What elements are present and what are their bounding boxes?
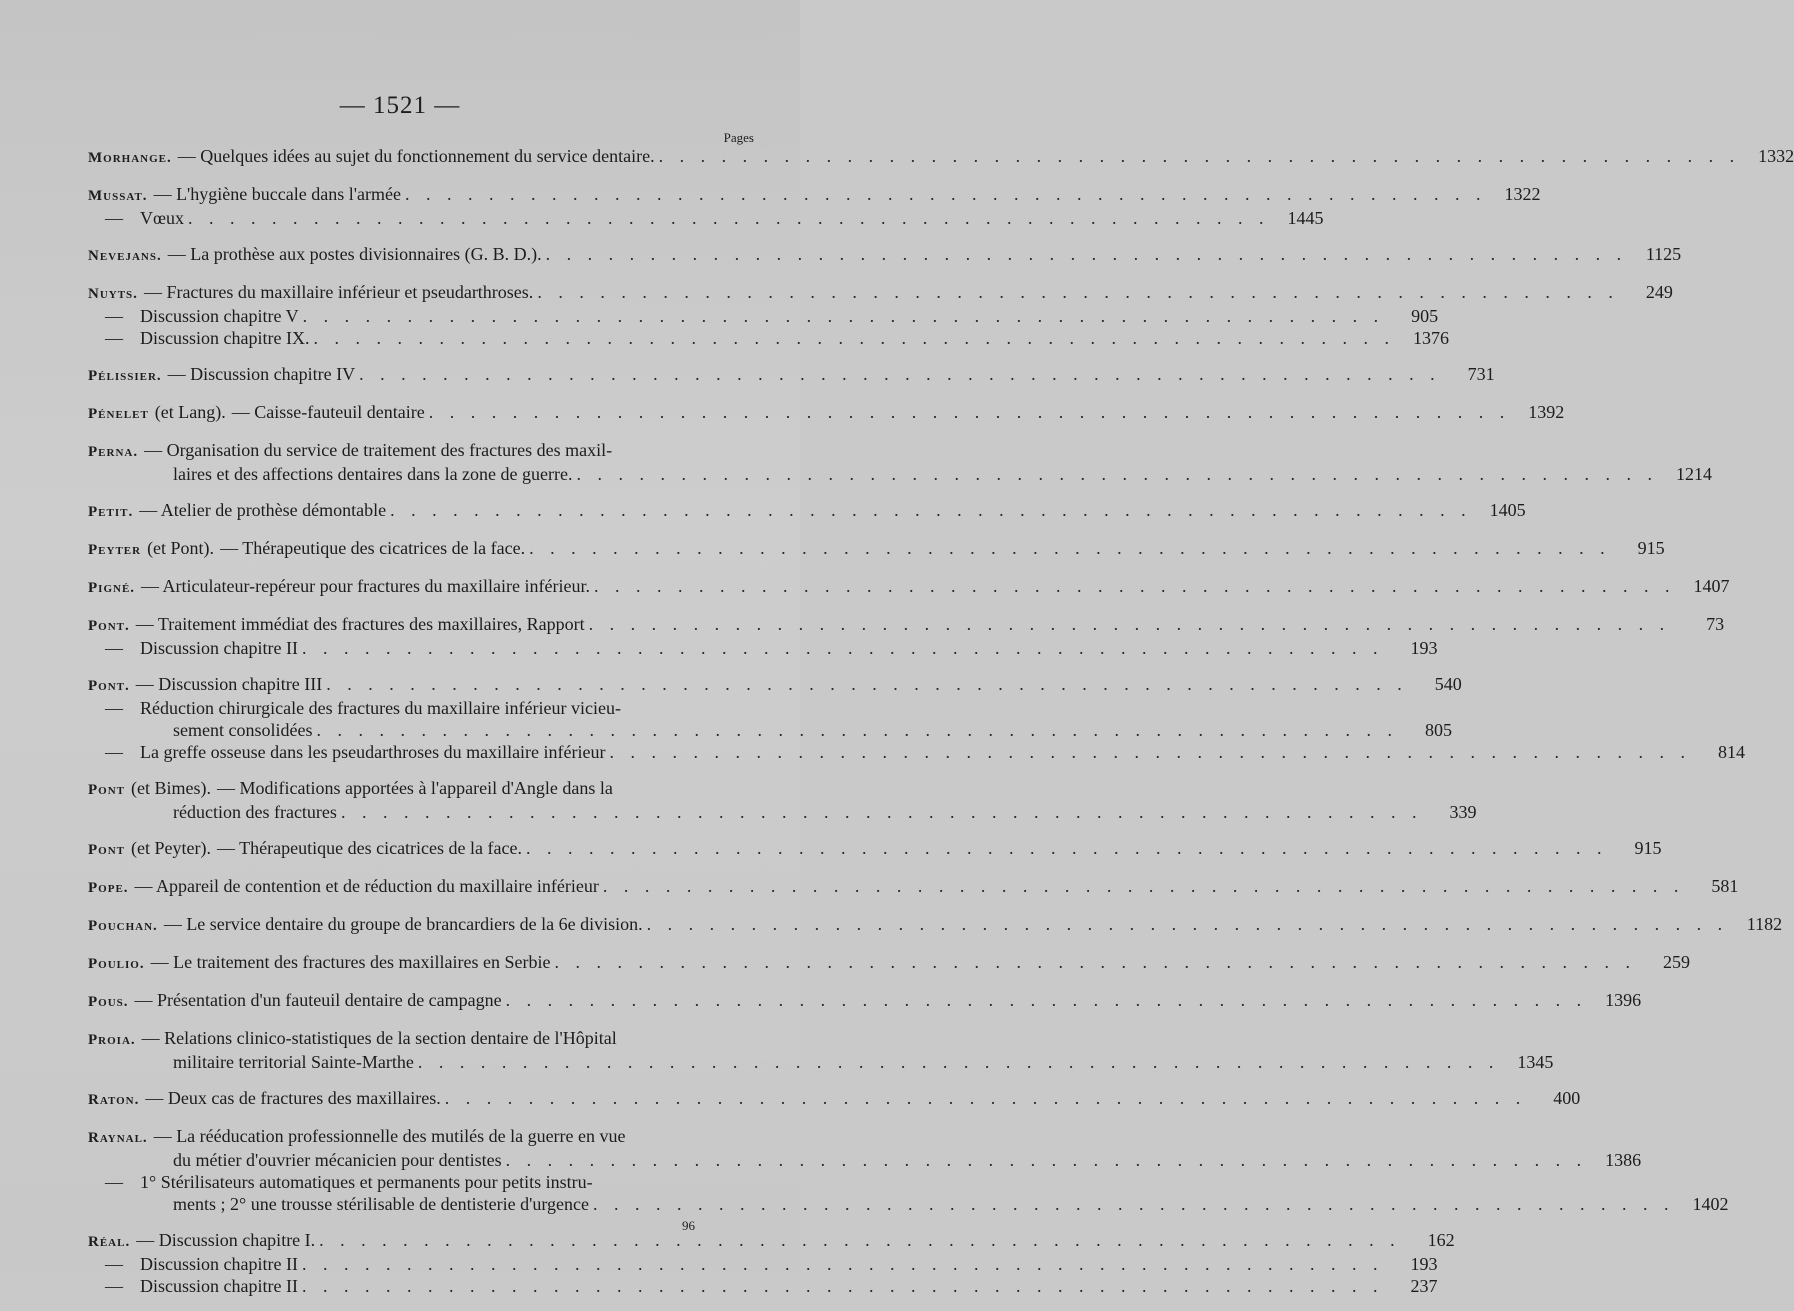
entry-title: — Discussion chapitre III: [135, 674, 323, 694]
page-number: 915: [1637, 538, 1665, 558]
entry-line: [88, 875, 1739, 899]
author-name: Pont: [88, 842, 125, 858]
author-name: Pont.: [88, 678, 130, 694]
entry-line: [88, 673, 1462, 697]
page-number: 1405: [1489, 500, 1526, 520]
page-number: 193: [1410, 1254, 1438, 1274]
author-name: Poulio.: [88, 956, 145, 972]
index-entry: [88, 537, 1665, 561]
leader-dots: . . . . . . . . . . . . . . . . . . . . . . . . . . . . . . . . . . . . . . . . . . . . . . . . . . . .: [313, 328, 1395, 348]
entry-line: [88, 1051, 1554, 1073]
page-number: 1214: [1676, 464, 1712, 484]
leader-dots: . . . . . . . . . . . . . . . . . . . . . . . . . . . . . . . . . . . . . . . . . . . . . . . . . . . .: [554, 952, 1636, 972]
leader-dots: . . . . . . . . . . . . . . . . . . . . . . . . . . . . . . . . . . . . . . . . . . . . . . . . . . . .: [316, 720, 1398, 740]
index-entry: [88, 1125, 1729, 1215]
entry-line: [88, 837, 1662, 861]
co-author: (et Lang).: [154, 402, 226, 422]
leader-dots: . . . . . . . . . . . . . . . . . . . . . . . . . . . . . . . . . . . . . . . . . . . . . . . . . . . .: [609, 742, 1692, 762]
entry-title: Vœux: [140, 208, 184, 228]
entry-title: — Appareil de contention et de réduction du maxillaire inférieur: [134, 876, 599, 896]
leader-dots: . . . . . . . . . . . . . . . . . . . . . . . . . . . . . . . . . . . . . . . . . . . . . . . . . . . .: [593, 1194, 1675, 1214]
entry-line: [88, 327, 1449, 349]
index-entry: [88, 243, 1682, 267]
page-number: 237: [1410, 1276, 1438, 1296]
entry-line: [88, 719, 1452, 741]
entry-line: [88, 1253, 1438, 1275]
ditto-dash: —: [105, 698, 123, 718]
pages-column-label: Pages: [723, 130, 754, 145]
index-entry: [88, 613, 1725, 659]
co-author: (et Pont).: [147, 538, 215, 558]
entry-title: — Organisation du service de traitement des fractures des maxil-: [144, 440, 613, 460]
index-entry: [88, 875, 1739, 899]
page-number: 1125: [1645, 244, 1682, 264]
author-name: Morhange.: [88, 150, 172, 166]
leader-dots: . . . . . . . . . . . . . . . . . . . . . . . . . . . . . . . . . . . . . . . . . . . . . . . . . . . .: [537, 282, 1619, 302]
page-number: 540: [1434, 674, 1462, 694]
entry-title: — La rééducation professionnelle des mutilés de la guerre en vue: [153, 1126, 626, 1146]
leader-dots: . . . . . . . . . . . . . . . . . . . . . . . . . . . . . . . . . . . . . . . . . . . . . . . . . . . .: [588, 614, 1671, 634]
entry-title: Discussion chapitre IX.: [140, 328, 310, 348]
entry-title: militaire territorial Sainte-Marthe: [173, 1052, 414, 1072]
leader-dots: . . . . . . . . . . . . . . . . . . . . . . . . . . . . . . . . . . . . . . . . . . . . . . . . . . . .: [302, 306, 1385, 326]
leader-dots: . . . . . . . . . . . . . . . . . . . . . . . . . . . . . . . . . . . . . . . . . . . . . . . . . . . .: [188, 208, 1270, 228]
entry-title: — Discussion chapitre IV: [167, 364, 356, 384]
leader-dots: . . . . . . . . . . . . . . . . . . . . . . . . . . . . . . . . . . . . . . . . . . . . . . . . . . . .: [340, 802, 1423, 822]
author-name: Pigné.: [88, 580, 136, 596]
entry-title: La greffe osseuse dans les pseudarthroses du maxillaire inférieur: [140, 742, 606, 762]
index-entry: [88, 281, 1673, 349]
index-entry: [88, 837, 1662, 861]
entry-line: [88, 697, 753, 719]
page-number: 1182: [1746, 914, 1783, 934]
page-number: 1396: [1605, 990, 1642, 1010]
leader-dots: . . . . . . . . . . . . . . . . . . . . . . . . . . . . . . . . . . . . . . . . . . . . . . . . . . . .: [390, 500, 1472, 520]
entry-title: — La prothèse aux postes divisionnaires (G. B. D.).: [167, 244, 542, 264]
leader-dots: . . . . . . . . . . . . . . . . . . . . . . . . . . . . . . . . . . . . . . . . . . . . . . . . . . . .: [359, 364, 1441, 384]
ditto-dash: —: [105, 1254, 123, 1274]
page-number: 1445: [1287, 208, 1324, 228]
page-title: — 1521 —: [339, 92, 461, 119]
index-entry: [88, 1229, 1455, 1297]
leader-dots: . . . . . . . . . . . . . . . . . . . . . . . . . . . . . . . . . . . . . . . . . . . . . . . . . . . .: [428, 402, 1511, 422]
entry-line: [88, 305, 1439, 327]
author-name: Petit.: [88, 504, 134, 520]
entry-title: laires et des affections dentaires dans la zone de guerre.: [173, 464, 573, 484]
leader-dots: . . . . . . . . . . . . . . . . . . . . . . . . . . . . . . . . . . . . . . . . . . . . . . . . . . . .: [301, 638, 1384, 658]
author-name: Pouchan.: [88, 918, 158, 934]
entry-title: — Relations clinico-statistiques de la section dentaire de l'Hôpital: [141, 1028, 617, 1048]
page-number: 1392: [1528, 402, 1565, 422]
entry-line: [88, 741, 1746, 763]
leader-dots: . . . . . . . . . . . . . . . . . . . . . . . . . . . . . . . . . . . . . . . . . . . . . . . . . . . .: [301, 1276, 1384, 1296]
index-entry: [88, 145, 1794, 169]
author-name: Pope.: [88, 880, 129, 896]
author-name: Pont: [88, 782, 125, 798]
page-number: 1345: [1517, 1052, 1554, 1072]
leader-dots: . . . . . . . . . . . . . . . . . . . . . . . . . . . . . . . . . . . . . . . . . . . . . . . . . . . .: [505, 990, 1588, 1010]
entry-line: [88, 1087, 1581, 1111]
author-name: Perna.: [88, 444, 139, 460]
page-number: 1386: [1605, 1150, 1642, 1170]
entry-line: [88, 1027, 753, 1051]
author-name: Réal.: [88, 1234, 131, 1250]
index-entry: [88, 499, 1526, 523]
entry-line: [88, 777, 753, 801]
entry-line: [88, 145, 1794, 169]
ditto-dash: —: [105, 328, 123, 348]
leader-dots: . . . . . . . . . . . . . . . . . . . . . . . . . . . . . . . . . . . . . . . . . . . . . . . . . . . .: [529, 538, 1611, 558]
author-name: Nuyts.: [88, 286, 138, 302]
entry-title: — Le traitement des fractures des maxillaires en Serbie: [150, 952, 551, 972]
author-name: Mussat.: [88, 188, 148, 204]
entry-title: — Discussion chapitre I.: [136, 1230, 316, 1250]
ditto-dash: —: [105, 306, 123, 326]
page-number: 905: [1411, 306, 1439, 326]
entry-line: [88, 801, 1477, 823]
entry-line: [88, 499, 1526, 523]
page-number: 193: [1410, 638, 1438, 658]
entry-line: [88, 1275, 1438, 1297]
index-entry: [88, 363, 1495, 387]
page-number: 805: [1424, 720, 1452, 740]
entry-title: — Atelier de prothèse démontable: [139, 500, 387, 520]
leader-dots: . . . . . . . . . . . . . . . . . . . . . . . . . . . . . . . . . . . . . . . . . . . . . . . . . . . .: [593, 576, 1676, 596]
entry-line: [88, 207, 1324, 229]
page-number: 1402: [1692, 1194, 1729, 1214]
entry-line: [88, 439, 753, 463]
ditto-dash: —: [105, 1172, 123, 1192]
leader-dots: . . . . . . . . . . . . . . . . . . . . . . . . . . . . . . . . . . . . . . . . . . . . . . . . . . . .: [646, 914, 1729, 934]
entry-title: Discussion chapitre II: [140, 1276, 298, 1296]
author-name: Pélissier.: [88, 368, 162, 384]
author-name: Pont.: [88, 618, 130, 634]
entry-line: [88, 913, 1783, 937]
index-entry: [88, 1087, 1581, 1111]
author-name: Nevejans.: [88, 248, 162, 264]
entry-line: [88, 1125, 753, 1149]
entry-line: [88, 575, 1730, 599]
entry-title: du métier d'ouvrier mécanicien pour dentistes: [173, 1150, 502, 1170]
page-number: 1407: [1693, 576, 1730, 596]
entry-line: [88, 183, 1541, 207]
leader-dots: . . . . . . . . . . . . . . . . . . . . . . . . . . . . . . . . . . . . . . . . . . . . . . . . . . . .: [326, 674, 1408, 694]
ditto-dash: —: [105, 742, 123, 762]
index-entry: [88, 439, 1712, 485]
entry-title: — Présentation d'un fauteuil dentaire de campagne: [134, 990, 502, 1010]
page-number: 731: [1467, 364, 1495, 384]
page-number: 915: [1634, 838, 1662, 858]
entry-line: [88, 401, 1565, 425]
leader-dots: . . . . . . . . . . . . . . . . . . . . . . . . . . . . . . . . . . . . . . . . . . . . . . . . . . . .: [545, 244, 1628, 264]
index-entry: [88, 1027, 1554, 1073]
entry-line: [88, 1149, 1642, 1171]
entry-title: — Traitement immédiat des fractures des maxillaires, Rapport: [135, 614, 585, 634]
page-number: 259: [1662, 952, 1690, 972]
entry-line: [88, 951, 1690, 975]
page-number: 1322: [1504, 184, 1541, 204]
index-list: [88, 145, 1794, 1311]
entry-title: — Thérapeutique des cicatrices de la face.: [220, 538, 526, 558]
entry-title: ments ; 2° une trousse stérilisable de dentisterie d'urgence: [173, 1194, 589, 1214]
author-name: Raton.: [88, 1092, 140, 1108]
leader-dots: . . . . . . . . . . . . . . . . . . . . . . . . . . . . . . . . . . . . . . . . . . . . . . . . . . . .: [404, 184, 1487, 204]
entry-title: — Articulateur-repéreur pour fractures du maxillaire inférieur.: [141, 576, 590, 596]
leader-dots: . . . . . . . . . . . . . . . . . . . . . . . . . . . . . . . . . . . . . . . . . . . . . . . . . . . .: [602, 876, 1685, 896]
entry-title: — Caisse-fauteuil dentaire: [231, 402, 425, 422]
entry-title: — L'hygiène buccale dans l'armée: [153, 184, 401, 204]
page-number: 162: [1427, 1230, 1455, 1250]
page-number: 339: [1449, 802, 1477, 822]
entry-title: — Deux cas de fractures des maxillaires.: [145, 1088, 441, 1108]
entry-line: [88, 1193, 1729, 1215]
entry-title: Réduction chirurgicale des fractures du maxillaire inférieur vicieu-: [140, 698, 621, 718]
index-entry: [88, 401, 1565, 425]
entry-line: [88, 1229, 1455, 1253]
page-number: 581: [1711, 876, 1739, 896]
entry-title: — Modifications apportées à l'appareil d'Angle dans la: [216, 778, 613, 798]
author-name: Peyter: [88, 542, 142, 558]
ditto-dash: —: [105, 208, 123, 228]
entry-line: [88, 637, 1438, 659]
entry-line: [88, 463, 1712, 485]
index-entry: [88, 777, 1477, 823]
entry-line: [88, 989, 1642, 1013]
index-entry: [88, 989, 1642, 1013]
leader-dots: . . . . . . . . . . . . . . . . . . . . . . . . . . . . . . . . . . . . . . . . . . . . . . . . . . . .: [444, 1088, 1527, 1108]
page-number: 814: [1718, 742, 1746, 762]
index-entry: [88, 575, 1730, 599]
author-name: Proia.: [88, 1032, 136, 1048]
page-number: 249: [1645, 282, 1673, 302]
entry-line: [88, 537, 1665, 561]
leader-dots: . . . . . . . . . . . . . . . . . . . . . . . . . . . . . . . . . . . . . . . . . . . . . . . . . . . .: [525, 838, 1608, 858]
leader-dots: . . . . . . . . . . . . . . . . . . . . . . . . . . . . . . . . . . . . . . . . . . . . . . . . . . . .: [417, 1052, 1500, 1072]
entry-line: [88, 363, 1495, 387]
entry-line: [88, 1171, 753, 1193]
entry-title: 1° Stérilisateurs automatiques et permanents pour petits instru-: [140, 1172, 593, 1192]
index-entry: [88, 183, 1541, 229]
leader-dots: . . . . . . . . . . . . . . . . . . . . . . . . . . . . . . . . . . . . . . . . . . . . . . . . . . . .: [301, 1254, 1384, 1274]
page-number: 400: [1553, 1088, 1581, 1108]
page-number: 1332: [1758, 146, 1794, 166]
author-name: Raynal.: [88, 1130, 148, 1146]
entry-title: — Fractures du maxillaire inférieur et pseudarthroses.: [143, 282, 534, 302]
entry-title: Discussion chapitre II: [140, 638, 298, 658]
page-number: 1376: [1412, 328, 1449, 348]
entry-title: — Thérapeutique des cicatrices de la face.: [216, 838, 522, 858]
index-entry: [88, 951, 1690, 975]
entry-line: [88, 243, 1682, 267]
leader-dots: . . . . . . . . . . . . . . . . . . . . . . . . . . . . . . . . . . . . . . . . . . . . . . . . . . . .: [505, 1150, 1588, 1170]
entry-title: Discussion chapitre V: [140, 306, 299, 326]
entry-line: [88, 613, 1725, 637]
ditto-dash: —: [105, 638, 123, 658]
leader-dots: . . . . . . . . . . . . . . . . . . . . . . . . . . . . . . . . . . . . . . . . . . . . . . . . . . . .: [319, 1230, 1401, 1250]
leader-dots: . . . . . . . . . . . . . . . . . . . . . . . . . . . . . . . . . . . . . . . . . . . . . . . . . . . .: [576, 464, 1658, 484]
entry-title: — Le service dentaire du groupe de brancardiers de la 6e division.: [163, 914, 643, 934]
leader-dots: . . . . . . . . . . . . . . . . . . . . . . . . . . . . . . . . . . . . . . . . . . . . . . . . . . . .: [658, 146, 1741, 166]
entry-title: réduction des fractures: [173, 802, 337, 822]
co-author: (et Peyter).: [131, 838, 211, 858]
sheet-signature: 96: [682, 1218, 695, 1233]
author-name: Pous.: [88, 994, 129, 1010]
index-entry: [88, 913, 1783, 937]
page-number: 73: [1706, 614, 1725, 634]
entry-title: Discussion chapitre II: [140, 1254, 298, 1274]
co-author: (et Bimes).: [131, 778, 211, 798]
author-name: Pénelet: [88, 406, 149, 422]
entry-line: [88, 281, 1673, 305]
ditto-dash: —: [105, 1276, 123, 1296]
entry-title: — Quelques idées au sujet du fonctionnement du service dentaire.: [177, 146, 655, 166]
index-entry: [88, 673, 1746, 763]
entry-title: sement consolidées: [173, 720, 313, 740]
